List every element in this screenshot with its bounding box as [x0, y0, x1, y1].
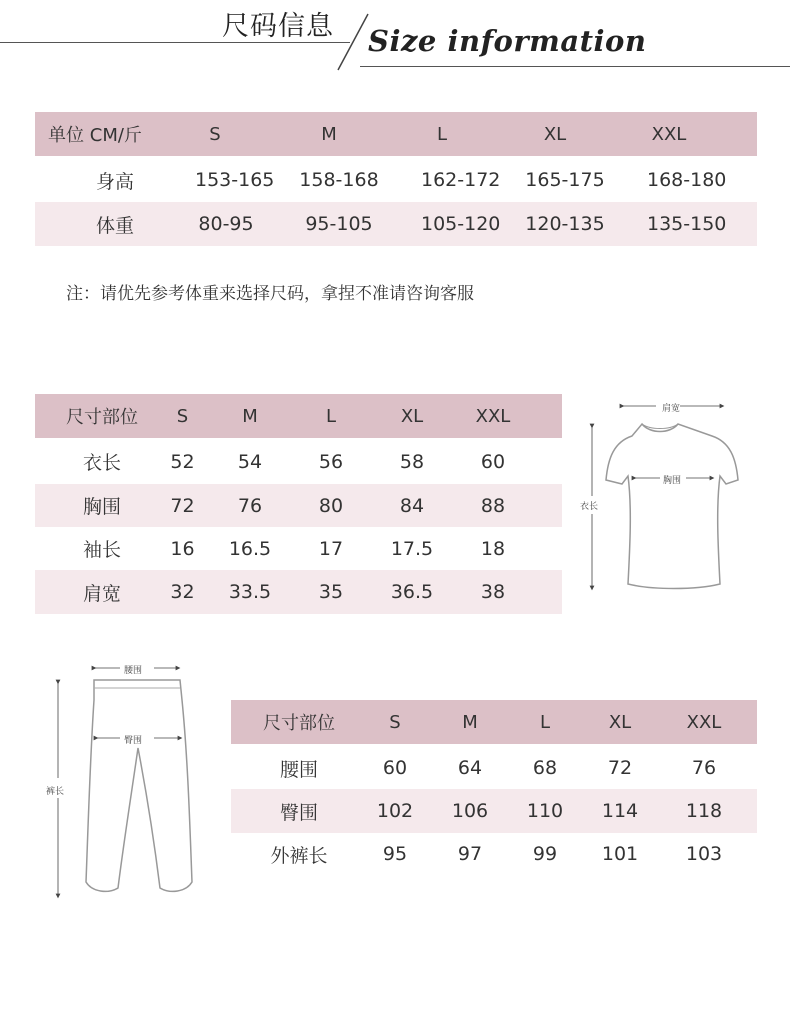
table-cell: 35	[318, 581, 344, 603]
table-cell: 84	[399, 494, 425, 517]
table-cell: 88	[480, 494, 506, 517]
table-cell: 99	[532, 843, 558, 865]
table-cell: 106	[451, 800, 489, 822]
table-cell: 18	[480, 537, 506, 560]
table-cell: 120-135	[525, 213, 605, 235]
top-table-header-row	[35, 394, 562, 438]
table-cell: 95	[382, 843, 408, 865]
table-cell: 外裤长	[270, 844, 328, 867]
table-cell: 76	[691, 757, 717, 779]
table-cell: 袖长	[82, 539, 121, 561]
top-size-table	[35, 394, 562, 614]
pants-header-part: 尺寸部位	[263, 713, 335, 734]
table-cell: 68	[532, 757, 558, 779]
table-cell: 17	[318, 537, 344, 560]
table-cell: 身高	[95, 170, 134, 193]
table-cell: 60	[480, 450, 506, 473]
table-cell: 95-105	[305, 213, 373, 235]
tshirt-diagram	[570, 396, 750, 596]
pants-length-label: 裤长	[46, 787, 65, 797]
general-header-xxl: XXL	[651, 123, 687, 145]
table-cell: 52	[170, 450, 195, 473]
pants-table-header-row	[231, 700, 757, 744]
table-cell: 118	[685, 800, 723, 822]
table-cell: 32	[170, 581, 195, 603]
tshirt-length-label: 衣长	[580, 502, 599, 512]
table-cell: 114	[601, 800, 639, 822]
top-header-part: 尺寸部位	[66, 407, 138, 428]
table-cell: 腰围	[279, 758, 318, 781]
top-header-l: L	[325, 405, 337, 427]
general-header-s: S	[209, 123, 221, 145]
header-slash-divider	[334, 12, 372, 72]
page-title-english: Size information	[368, 24, 647, 58]
pants-table-row-hip	[231, 789, 757, 833]
size-note: 注：请优先参考体重来选择尺码，拿捏不准请咨询客服	[66, 284, 474, 304]
top-table-row-chest	[35, 484, 562, 527]
table-cell: 衣长	[82, 452, 121, 474]
pants-hip-label: 臀围	[124, 736, 143, 746]
table-cell: 16	[170, 537, 195, 560]
table-cell: 38	[480, 581, 506, 603]
top-table-row-shoulder	[35, 570, 562, 614]
table-cell: 60	[382, 757, 408, 779]
general-header-l: L	[436, 123, 448, 145]
table-cell: 110	[526, 800, 564, 822]
pants-header-m: M	[462, 711, 478, 733]
table-cell: 162-172	[421, 169, 501, 191]
general-table-header-row	[35, 112, 757, 156]
table-cell: 17.5	[390, 537, 434, 560]
pants-header-xl: XL	[608, 711, 632, 733]
top-header-xxl: XXL	[475, 405, 511, 427]
general-table-row-weight	[35, 202, 757, 246]
general-header-m: M	[321, 123, 337, 145]
table-cell: 158-168	[299, 169, 379, 191]
pants-waist-label: 腰围	[124, 666, 143, 676]
table-cell: 臀围	[279, 801, 318, 824]
page-title-chinese: 尺码信息	[222, 11, 334, 42]
table-cell: 72	[607, 757, 633, 779]
table-cell: 胸围	[82, 496, 121, 518]
pants-size-table	[231, 700, 757, 878]
table-cell: 97	[457, 843, 483, 865]
tshirt-outline-icon	[570, 396, 750, 596]
table-cell: 72	[170, 494, 195, 517]
pants-outline-icon	[40, 660, 210, 910]
table-cell: 58	[399, 450, 425, 473]
table-cell: 体重	[95, 214, 134, 237]
table-cell: 135-150	[647, 213, 727, 235]
table-cell: 56	[318, 450, 344, 473]
top-table-row-length	[35, 441, 562, 482]
pants-table-row-waist	[231, 747, 757, 789]
pants-header-s: S	[389, 711, 401, 733]
general-header-xl: XL	[543, 123, 567, 145]
table-cell: 80	[318, 494, 344, 517]
pants-header-l: L	[539, 711, 551, 733]
pants-table-row-length	[231, 833, 757, 875]
table-cell: 101	[601, 843, 639, 865]
general-size-table	[35, 112, 757, 246]
table-cell: 165-175	[525, 169, 605, 191]
pants-diagram	[40, 660, 210, 910]
header-line-right	[360, 66, 790, 67]
table-cell: 168-180	[647, 169, 727, 191]
pants-header-xxl: XXL	[686, 711, 722, 733]
table-cell: 80-95	[198, 213, 254, 235]
table-cell: 105-120	[421, 213, 501, 235]
table-cell: 16.5	[228, 537, 272, 560]
general-header-unit: 单位 CM/斤	[48, 125, 142, 146]
table-cell: 肩宽	[82, 582, 121, 605]
table-cell: 76	[237, 494, 263, 517]
top-header-m: M	[242, 405, 258, 427]
table-cell: 54	[237, 450, 263, 473]
table-cell: 102	[376, 800, 414, 822]
table-cell: 33.5	[228, 581, 272, 603]
general-table-row-height	[35, 159, 757, 201]
table-cell: 64	[457, 757, 483, 779]
top-table-row-sleeve	[35, 528, 562, 569]
table-cell: 103	[685, 843, 723, 865]
tshirt-shoulder-label: 肩宽	[662, 404, 681, 414]
top-header-s: S	[176, 405, 189, 427]
tshirt-chest-label: 胸围	[663, 476, 682, 486]
table-cell: 153-165	[195, 169, 275, 191]
table-cell: 36.5	[390, 581, 434, 603]
top-header-xl: XL	[400, 405, 424, 427]
